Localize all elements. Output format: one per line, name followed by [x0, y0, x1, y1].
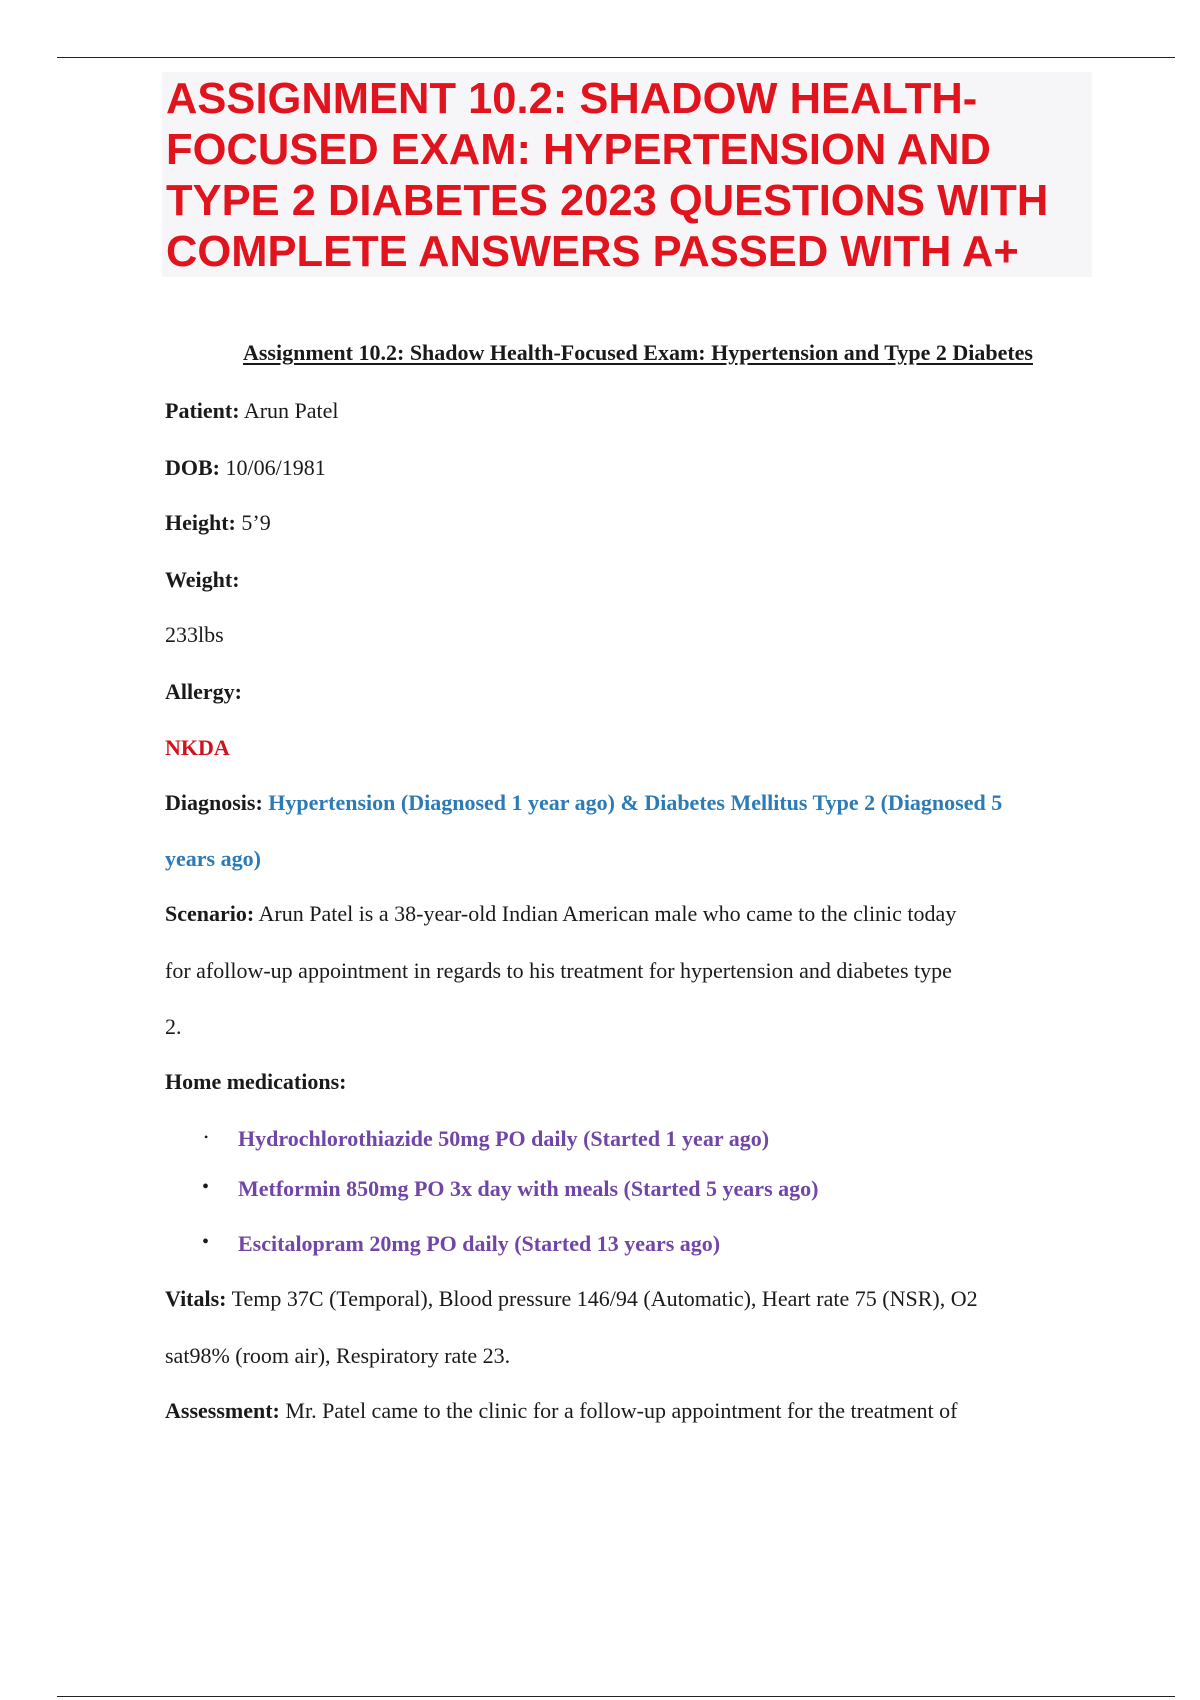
dob-field [165, 455, 326, 481]
title-banner [162, 72, 1092, 277]
vitals-line-1: Temp 37C (Temporal), Blood pressure 146/94 (Automatic), Heart rate 75 (NSR), O2 [226, 1286, 978, 1311]
vitals-field [165, 1286, 978, 1312]
diagnosis-field [165, 790, 1002, 816]
assessment-label: Assessment: [165, 1398, 280, 1423]
weight-label: Weight: [165, 567, 240, 592]
allergy-label-line [165, 679, 242, 705]
bottom-rule [57, 1696, 1175, 1697]
scenario-continued-2 [165, 1014, 182, 1040]
assessment-field [165, 1398, 957, 1424]
allergy-value-line [165, 735, 230, 761]
banner-line-2: FOCUSED EXAM: HYPERTENSION AND [166, 126, 991, 174]
diagnosis-line-1: Hypertension (Diagnosed 1 year ago) & Diabetes Mellitus Type 2 (Diagnosed 5 [262, 790, 1003, 815]
vitals-line-2: sat98% (room air), Respiratory rate 23. [165, 1343, 511, 1368]
height-label: Height: [165, 510, 236, 535]
banner-line-3: TYPE 2 DIABETES 2023 QUESTIONS WITH [166, 177, 1049, 225]
bullet-icon: • [204, 1130, 209, 1144]
home-medications-label: Home medications: [165, 1069, 347, 1094]
weight-value: 233lbs [165, 622, 224, 647]
scenario-line-2: for afollow-up appointment in regards to his treatment for hypertension and diabetes type [165, 958, 952, 983]
medication-2: Metformin 850mg PO 3x day with meals (Started 5 years ago) [238, 1176, 819, 1201]
banner-title [166, 74, 1086, 278]
scenario-line-1: Arun Patel is a 38-year-old Indian American male who came to the clinic today [254, 901, 957, 926]
height-value: 5’9 [235, 510, 271, 535]
scenario-line-3: 2. [165, 1014, 182, 1039]
patient-value: Arun Patel [239, 398, 339, 423]
allergy-value: NKDA [165, 735, 230, 760]
allergy-label: Allergy: [165, 679, 242, 704]
diagnosis-label: Diagnosis: [165, 790, 263, 815]
bullet-icon: • [202, 1231, 210, 1253]
banner-line-4: COMPLETE ANSWERS PASSED WITH A+ [166, 228, 1019, 276]
diagnosis-continued [165, 846, 261, 872]
medication-3: Escitalopram 20mg PO daily (Started 13 years ago) [238, 1231, 721, 1256]
bullet-icon: • [202, 1176, 210, 1198]
weight-label-line [165, 567, 240, 593]
medication-1: Hydrochlorothiazide 50mg PO daily (Started 1 year ago) [238, 1126, 770, 1151]
scenario-label: Scenario: [165, 901, 255, 926]
patient-field [165, 398, 339, 424]
banner-line-1: ASSIGNMENT 10.2: SHADOW HEALTH- [166, 75, 978, 123]
assessment-line-1: Mr. Patel came to the clinic for a follow-up appointment for the treatment of [279, 1398, 958, 1423]
home-medications-heading [165, 1069, 346, 1095]
patient-label: Patient: [165, 398, 240, 423]
document-heading: Assignment 10.2: Shadow Health-Focused Exam: Hypertension and Type 2 Diabetes [242, 340, 1033, 365]
height-field [165, 510, 271, 536]
scenario-field [165, 901, 956, 927]
vitals-continued [165, 1343, 510, 1369]
scenario-continued-1 [165, 958, 952, 984]
dob-label: DOB: [165, 455, 220, 480]
weight-value-line [165, 622, 224, 648]
top-rule [57, 57, 1175, 58]
diagnosis-line-2: years ago) [165, 846, 261, 871]
dob-value: 10/06/1981 [220, 455, 326, 480]
vitals-label: Vitals: [165, 1286, 227, 1311]
